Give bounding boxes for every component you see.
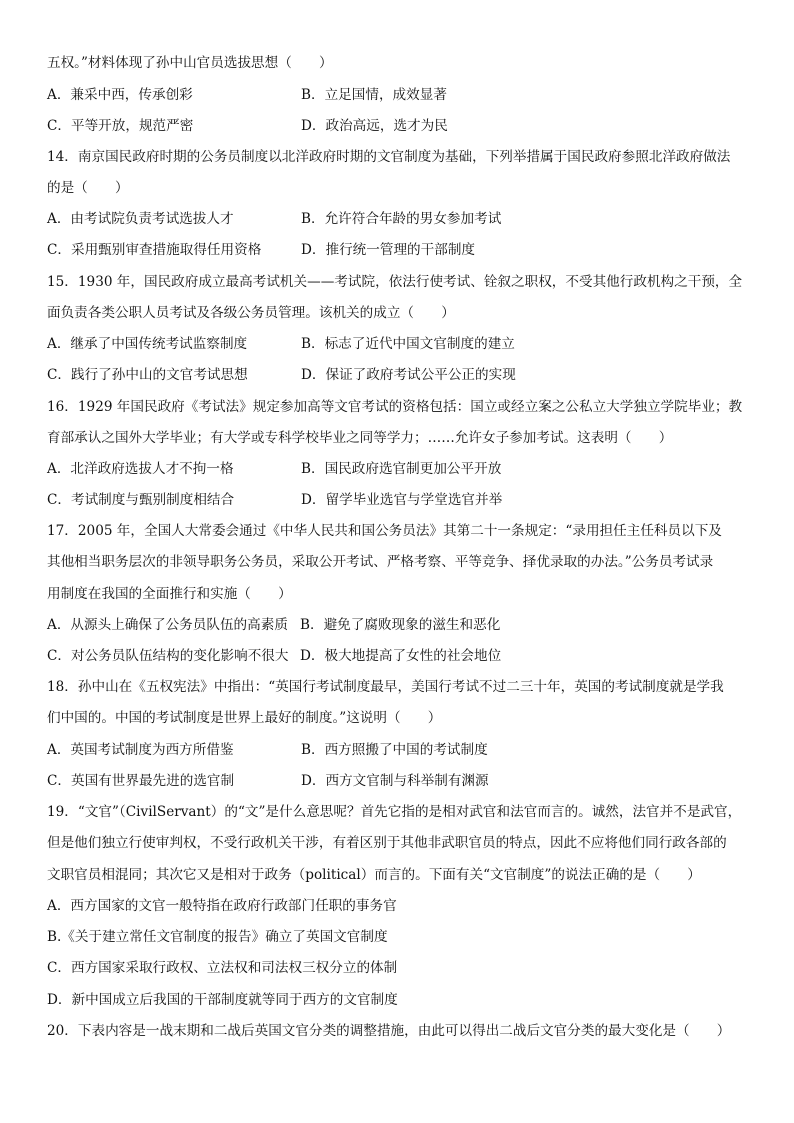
q15-stem-line2: 面负责各类公职人员考试及各级公务员管理。该机关的成立（ ） xyxy=(47,305,455,321)
q19-stem-line3: 文职官员相混同；其次它又是相对于政务（political）而言的。下面有关“文官制度”的说法正确的是（ ） xyxy=(47,867,701,883)
q15-option-a: A．继承了中国传统考试监察制度 xyxy=(47,336,248,352)
q16-option-a: A．北洋政府选拔人才不拘一格 xyxy=(47,461,234,477)
q16-option-d: D．留学毕业选官与学堂选官并举 xyxy=(301,492,503,508)
q19-option-d: D．新中国成立后我国的干部制度就等同于西方的文官制度 xyxy=(47,992,398,1008)
q18-option-c: C．英国有世界最先进的选官制 xyxy=(47,773,235,789)
q14-option-b: B．允许符合年龄的男女参加考试 xyxy=(301,211,502,227)
q19-option-b: B.《关于建立常任文官制度的报告》确立了英国文官制度 xyxy=(47,929,388,945)
q16-stem-line2: 育部承认之国外大学毕业；有大学或专科学校毕业之同等学力；……允许女子参加考试。这表明（ ） xyxy=(47,430,673,446)
q16-option-c: C．考试制度与甄别制度相结合 xyxy=(47,492,235,508)
q18-stem-line1: 18．孙中山在《五权宪法》中指出：“英国行考试制度最早，美国行考试不过二三十年，英国的考试制度就是学我 xyxy=(47,679,724,695)
q13-option-b: B．立足国情，成效显著 xyxy=(301,87,447,103)
q20-stem-line1: 20．下表内容是一战末期和二战后英国文官分类的调整措施，由此可以得出二战后文官分类的最大变化是（ ） xyxy=(47,1023,731,1039)
q19-stem-line2: 但是他们独立行使审判权，不受行政机关干涉，有着区别于其他非武职官员的特点，因此不应将他们同行政各部的 xyxy=(47,835,727,851)
q16-stem-line1: 16．1929 年国民政府《考试法》规定参加高等文官考试的资格包括：国立或经立案之公私立大学独立学院毕业；教 xyxy=(47,399,743,415)
q14-option-a: A．由考试院负责考试选拔人才 xyxy=(47,211,234,227)
q13-option-c: C．平等开放，规范严密 xyxy=(47,118,194,134)
q17-option-b: B．避免了腐败现象的滋生和恶化 xyxy=(300,617,501,633)
q15-option-b: B．标志了近代中国文官制度的建立 xyxy=(301,336,515,352)
q18-option-b: B．西方照搬了中国的考试制度 xyxy=(301,742,488,758)
q13-option-d: D．政治高远，选才为民 xyxy=(301,118,448,134)
q18-option-d: D．西方文官制与科举制有渊源 xyxy=(301,773,489,789)
q17-stem-line3: 用制度在我国的全面推行和实施（ ） xyxy=(47,586,292,602)
q18-option-a: A．英国考试制度为西方所借鉴 xyxy=(47,742,234,758)
q15-stem-line1: 15．1930 年，国民政府成立最高考试机关——考试院，依法行使考试、铨叙之职权，不受其他行政机构之干预，全 xyxy=(47,274,743,290)
q19-option-a: A．西方国家的文官一般特指在政府行政部门任职的事务官 xyxy=(47,898,397,914)
q14-stem-line1: 14．南京国民政府时期的公务员制度以北洋政府时期的文官制度为基础，下列举措属于国民政府参照北洋政府做法 xyxy=(47,149,731,165)
q18-stem-line2: 们中国的。中国的考试制度是世界上最好的制度。”这说明（ ） xyxy=(47,710,442,726)
q19-stem-line1: 19．“文官”（CivilServant）的“文”是什么意思呢？首先它指的是相对武官和法官而言的。诚然，法官并不是武官， xyxy=(47,804,742,820)
q17-stem-line1: 17．2005 年，全国人大常委会通过《中华人民共和国公务员法》其第二十一条规定：“录用担任主任科员以下及 xyxy=(47,523,722,539)
q14-option-d: D．推行统一管理的干部制度 xyxy=(301,242,476,258)
q17-option-c: C．对公务员队伍结构的变化影响不很大 xyxy=(47,648,289,664)
q19-option-c: C．西方国家采取行政权、立法权和司法权三权分立的体制 xyxy=(47,960,398,976)
q17-stem-line2: 其他相当职务层次的非领导职务公务员，采取公开考试、严格考察、平等竞争、择优录取的办法。”公务员考试录 xyxy=(47,554,714,570)
q13-option-a: A．兼采中西，传承创彩 xyxy=(47,87,193,103)
q15-option-c: C．践行了孙中山的文官考试思想 xyxy=(47,367,248,383)
q17-option-d: D．极大地提高了女性的社会地位 xyxy=(300,648,502,664)
q14-stem-line2: 的是（ ） xyxy=(47,180,129,196)
q15-option-d: D．保证了政府考试公平公正的实现 xyxy=(301,367,516,383)
q17-option-a: A．从源头上确保了公务员队伍的高素质 xyxy=(47,617,288,633)
q14-option-c: C．采用甄别审查措施取得任用资格 xyxy=(47,242,262,258)
q16-option-b: B．国民政府选官制更加公平开放 xyxy=(301,461,502,477)
q13-stem-tail: 五权。”材料体现了孙中山官员选拔思想（ ） xyxy=(47,55,333,71)
